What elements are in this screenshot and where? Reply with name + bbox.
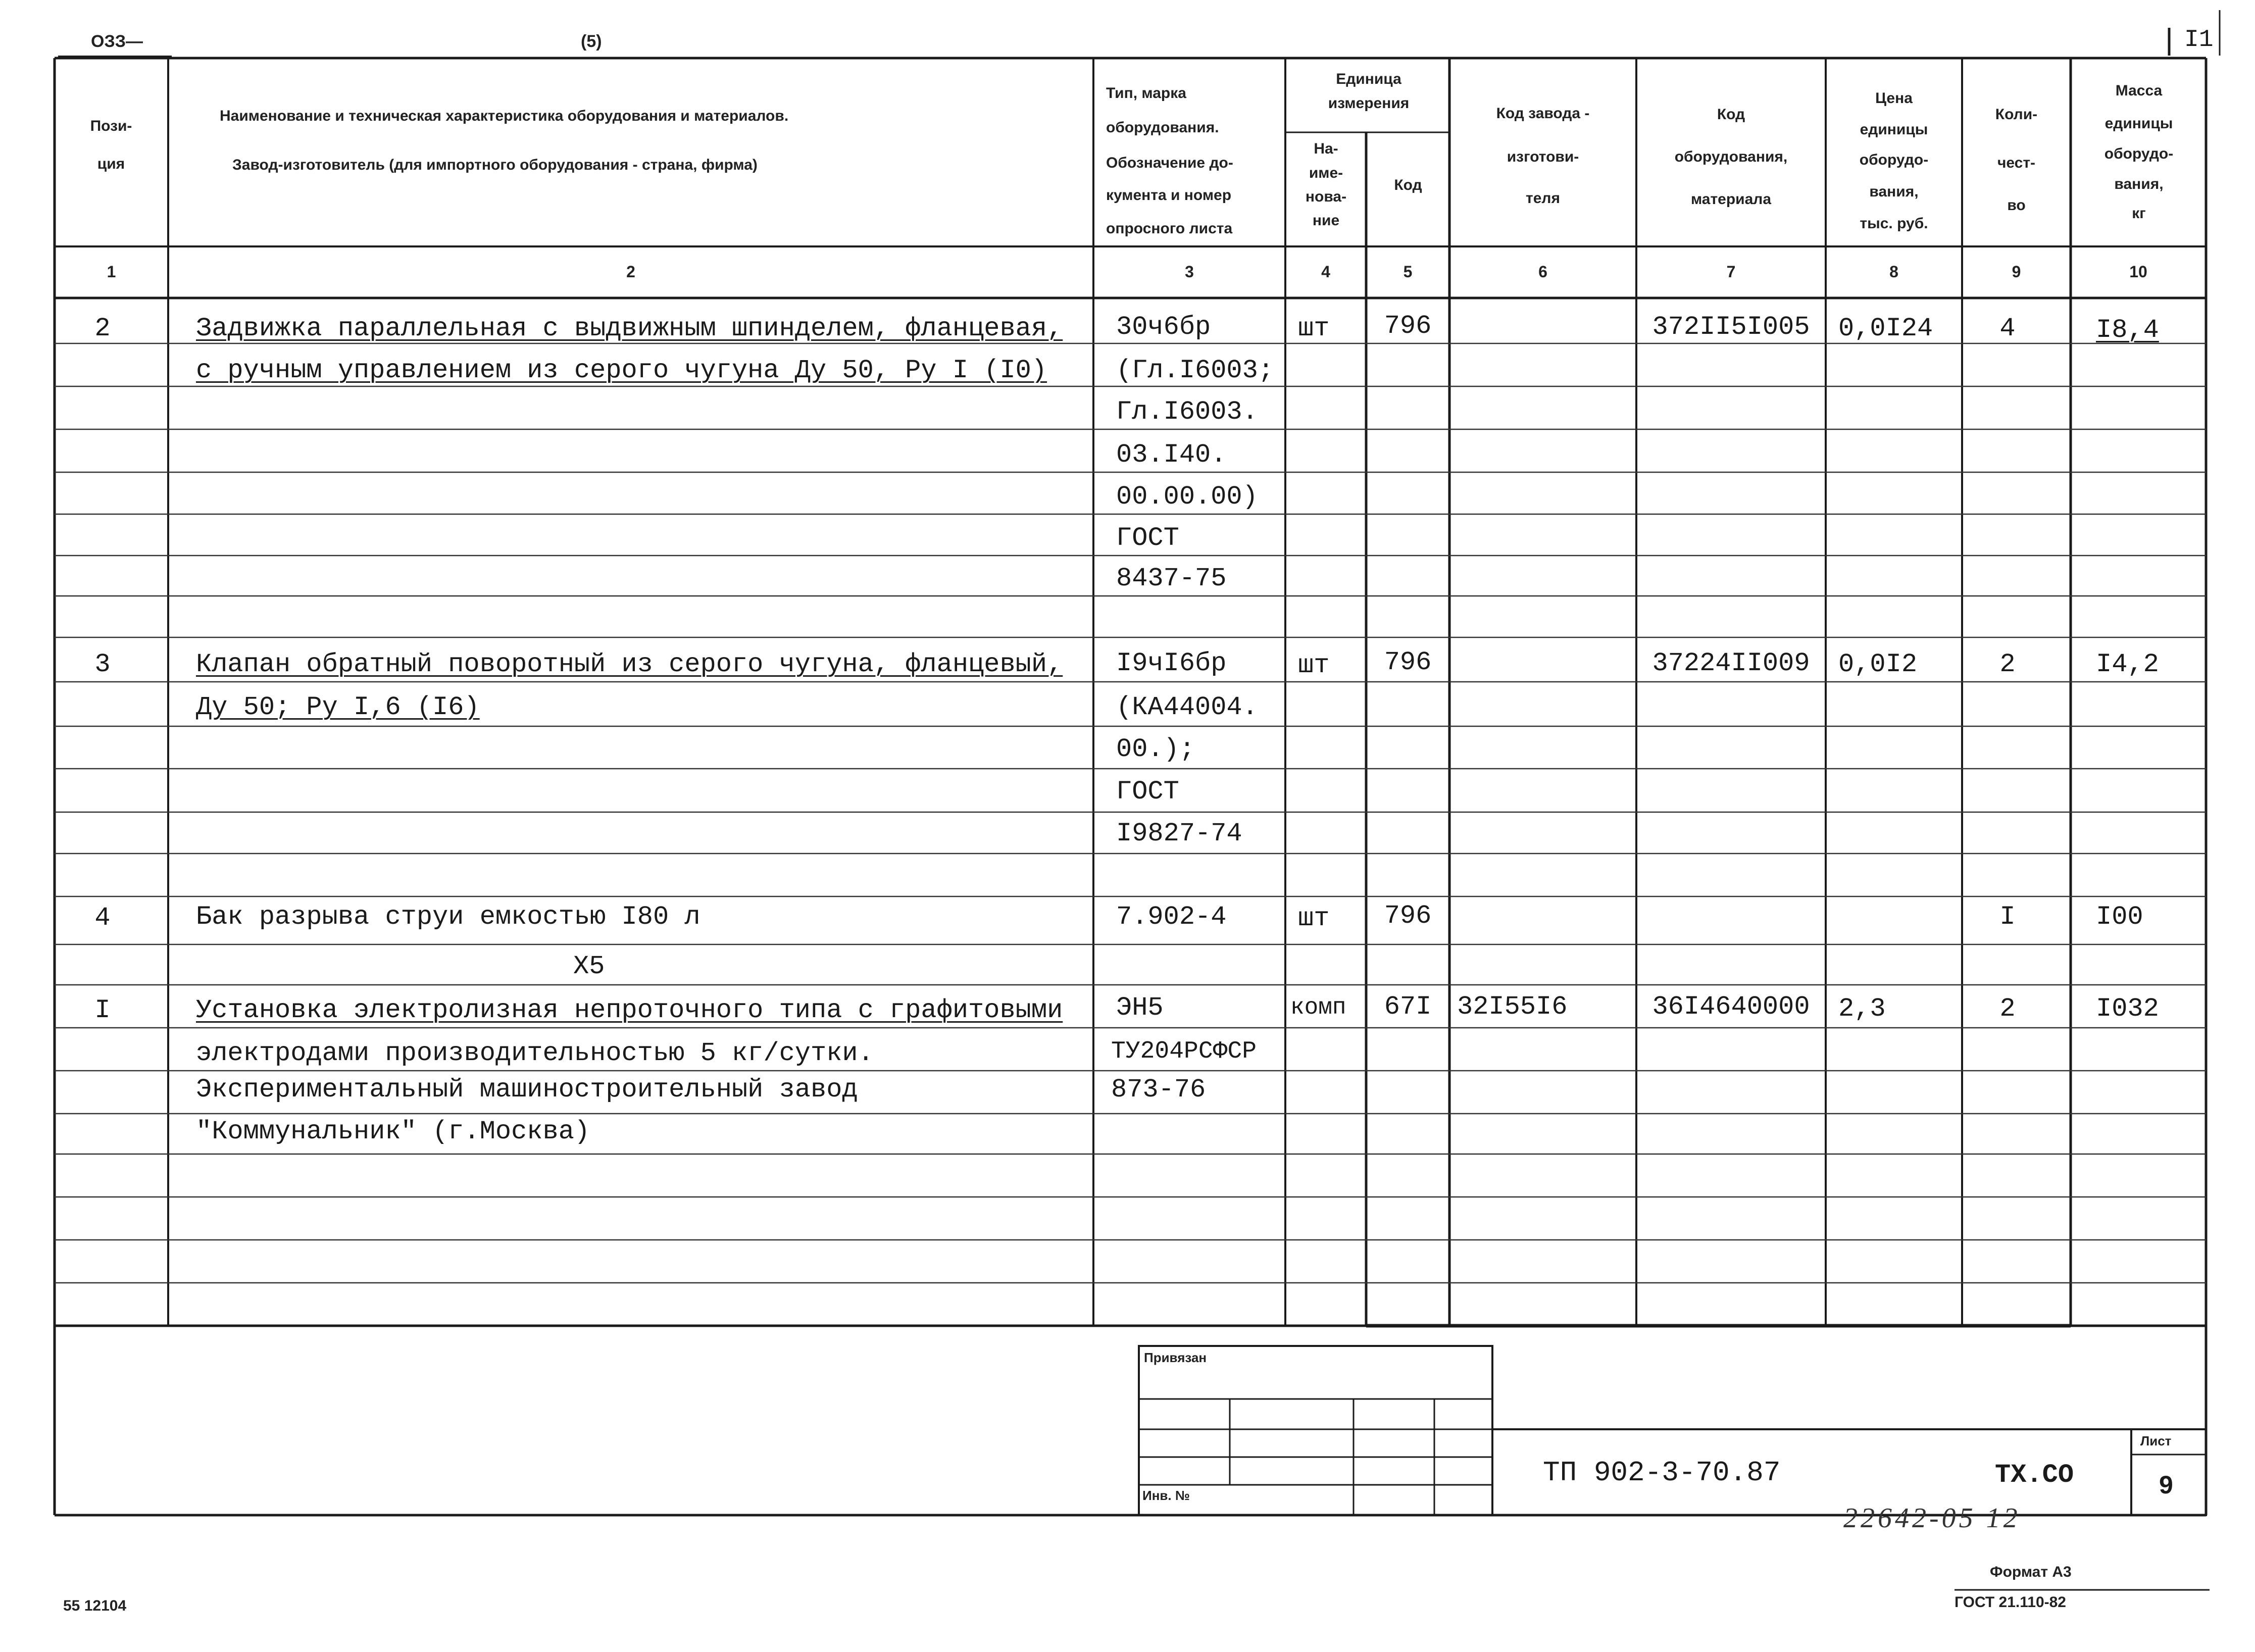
header-type-line1: Тип, марка [1106, 85, 1186, 102]
header-mass-2: единицы [2104, 115, 2173, 132]
row-4-unit-code: 796 [1384, 901, 1432, 931]
header-price-4: вания, [1869, 183, 1919, 200]
row-3-quantity: 2 [1999, 649, 2016, 679]
row-2-type-line5: 00.00.00) [1116, 482, 1258, 512]
header-equip-code-1: Код [1717, 106, 1745, 123]
row-3-type-line1: I9чI6бр [1116, 648, 1227, 678]
row-2-unit: шт [1298, 314, 1330, 343]
row-3-mass: I4,2 [2096, 649, 2159, 679]
handwritten-archive-number: 22642-05 12 [1843, 1503, 2021, 1534]
header-mass-5: кг [2132, 205, 2146, 222]
row-1-unit: комп [1290, 994, 1346, 1021]
row-2-equipment-code: 372II5I005 [1652, 312, 1810, 342]
column-number-7: 7 [1726, 263, 1736, 281]
corner-right-mark: I1 [2184, 26, 2214, 54]
column-number-4: 4 [1321, 263, 1330, 281]
row-2-type-line3: Гл.I6003. [1116, 397, 1258, 427]
header-mfr-code-2: изготови- [1507, 148, 1579, 165]
row-3-price: 0,0I2 [1838, 649, 1918, 679]
header-price-1: Цена [1875, 90, 1913, 107]
row-2-name-line2: с ручным управлением из серого чугуна Ду 50, Ру I (I0) [196, 356, 1047, 385]
column-number-2: 2 [626, 263, 635, 281]
header-type-line2: оборудования. [1106, 119, 1219, 136]
header-unit-name-1: На- [1314, 140, 1338, 157]
row-2-position: 2 [94, 314, 111, 343]
header-unit-name-2: име- [1309, 165, 1343, 181]
column-number-9: 9 [2012, 263, 2021, 281]
row-1-unit-code: 67I [1384, 992, 1432, 1022]
header-unit-title-2: измерения [1328, 95, 1410, 112]
row-4-position: 4 [94, 903, 111, 933]
header-qty-1: Коли- [1995, 106, 2038, 123]
header-equip-code-2: оборудования, [1674, 148, 1788, 165]
column-number-3: 3 [1185, 263, 1194, 281]
header-price-3: оборудо- [1859, 152, 1929, 168]
header-mass-4: вания, [2114, 176, 2164, 192]
row-2-unit-code: 796 [1384, 311, 1432, 341]
row-1-mfr-code: 32I55I6 [1457, 992, 1568, 1022]
row-1-type-line3: 873-76 [1111, 1075, 1206, 1105]
row-1-quantity: 2 [1999, 994, 2016, 1024]
row-2-name-line1: Задвижка параллельная с выдвижным шпинделем, фланцевая, [196, 314, 1063, 343]
row-3-position: 3 [94, 649, 111, 679]
row-4-quantity: I [1999, 902, 2016, 932]
stamp-document-code: ТХ.СО [1995, 1460, 2074, 1490]
row-1-name-line1: Установка электролизная непроточного типа с графитовыми [196, 995, 1063, 1025]
row-3-equipment-code: 37224II009 [1652, 648, 1810, 678]
header-position-2: ция [97, 156, 125, 172]
row-3-name-line1: Клапан обратный поворотный из серого чугуна, фланцевый, [196, 649, 1063, 679]
row-1-mass: I032 [2096, 994, 2159, 1024]
header-price-2: единицы [1860, 121, 1928, 138]
header-name-line1: Наименование и техническая характеристика оборудования и материалов. [220, 108, 789, 124]
header-mfr-code-1: Код завода - [1496, 105, 1590, 122]
stamp-privyazan: Привязан [1144, 1350, 1207, 1365]
row-1-name-line3: Экспериментальный машиностроительный завод [196, 1075, 858, 1105]
stamp-inventory-number: Инв. № [1142, 1488, 1190, 1503]
row-2-type-line4: 03.I40. [1116, 440, 1227, 470]
column-number-10: 10 [2129, 263, 2147, 281]
header-type-line3: Обозначение до- [1106, 155, 1233, 171]
header-price-5: тыс. руб. [1860, 215, 1928, 232]
row-2-type-line1: 30ч6бр [1116, 312, 1211, 342]
row-1-equipment-code: 36I4640000 [1652, 992, 1810, 1022]
header-unit-code: Код [1394, 177, 1422, 193]
row-3-type-line5: I9827-74 [1116, 819, 1242, 848]
row-1-position: I [94, 995, 111, 1025]
stamp-project-code: ТП 902-3-70.87 [1543, 1457, 1781, 1489]
column-number-5: 5 [1403, 263, 1413, 281]
row-2-quantity: 4 [1999, 314, 2016, 343]
row-3-type-line3: 00.); [1116, 734, 1195, 764]
row-1-name-line2: электродами производительностью 5 кг/сутки. [196, 1038, 874, 1068]
row-3-unit: шт [1298, 650, 1330, 680]
row-1-type-line1: ЭН5 [1116, 993, 1164, 1023]
row-2-type-line7: 8437-75 [1116, 564, 1227, 593]
header-unit-name-4: ние [1312, 212, 1340, 229]
stamp-sheet-label: Лист [2140, 1433, 2172, 1448]
footer-format: Формат А3 [1990, 1564, 2072, 1580]
header-unit-title-1: Единица [1336, 71, 1401, 87]
header-position-1: Пози- [90, 118, 132, 134]
row-3-type-line4: ГОСТ [1116, 777, 1179, 807]
row-4-unit: шт [1298, 904, 1330, 933]
header-unit-name-3: нова- [1305, 188, 1347, 205]
row-4-type: 7.902-4 [1116, 902, 1227, 932]
column-number-6: 6 [1538, 263, 1547, 281]
column-number-1: 1 [107, 263, 116, 281]
corner-left-mark: ОЗЗ— [91, 32, 143, 51]
row-3-unit-code: 796 [1384, 647, 1432, 677]
row-2-price: 0,0I24 [1838, 314, 1933, 343]
row-2-mass: I8,4 [2096, 315, 2159, 345]
stamp-sheet-number: 9 [2159, 1471, 2173, 1499]
footer-left-code: 55 12104 [63, 1597, 127, 1614]
header-name-line2: Завод-изготовитель (для импортного оборудования - страна, фирма) [232, 157, 758, 173]
row-3-name-line2: Ду 50; Ру I,6 (I6) [196, 692, 480, 722]
header-qty-3: во [2007, 197, 2026, 214]
row-2-type-line2: (Гл.I6003; [1116, 356, 1274, 385]
footer-gost: ГОСТ 21.110-82 [1955, 1594, 2066, 1611]
column-number-8: 8 [1889, 263, 1898, 281]
row-4-mass: I00 [2096, 902, 2143, 932]
header-mass-1: Масса [2115, 82, 2163, 99]
corner-center-mark: (5) [581, 32, 602, 51]
row-4-name: Бак разрыва струи емкостью I80 л [196, 902, 700, 932]
row-3-type-line2: (КА44004. [1116, 692, 1258, 722]
row-2-type-line6: ГОСТ [1116, 523, 1179, 553]
header-equip-code-3: материала [1690, 191, 1772, 208]
row-1-type-line2: ТУ204РСФСР [1111, 1038, 1257, 1065]
header-mfr-code-3: теля [1526, 190, 1560, 207]
header-qty-2: чест- [1997, 155, 2036, 171]
row-1-price: 2,3 [1838, 994, 1886, 1024]
row-1-name-line4: "Коммунальник" (г.Москва) [196, 1117, 590, 1146]
header-type-line4: кумента и номер [1106, 187, 1232, 204]
header-mass-3: оборудо- [2104, 145, 2174, 162]
section-label-x5: Х5 [573, 952, 605, 981]
header-type-line5: опросного листа [1106, 220, 1233, 237]
